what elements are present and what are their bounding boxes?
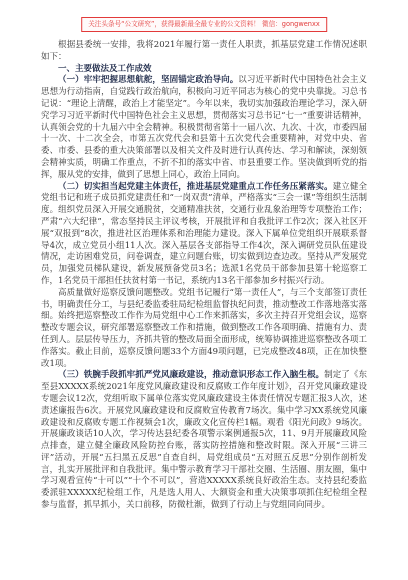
paragraph-2-lead: （二）切实担当起党建主体责任，推进基层党建重点工作任务压紧落实。 [58,181,333,192]
paragraph-3 [41,288,367,371]
paragraph-1-body: 以习近平新时代中国特色社会主义思想为行动指南，自觉践行政治航向，积极向习近平同志为核心的党中央靠拢。习总书记说：“理论上清醒，政治上才能坚定”。今年以来，我切实加强政治理论学习，深入研究学习习近平新时代中国特色社会主义思想，贯彻落实习总书记“七一”重要讲话精神，认真领会党的十九届六中全会精神。积极贯彻省第十一届八次、九次、十次，市委四届十一次、十二次全会，市第五次党代会和县第十五次党代会重要精神，对党中央、省委、市委、县委的重大决策部署以及相关文件及时进行认真传达、学习和解读，深刻领会精神实质，明确工作重点，不折不扣的落实中省、市县重要工作。坚决做到听党的指挥，服从党的安排，做到了思想上同心，政治上同向。 [41,75,367,180]
intro-paragraph: 根据县委统一安排，我将2021年履行第一责任人职责，抓基层党建工作情况述职如下： [41,40,367,62]
paragraph-4-lead: （三）铁腕手段抓牢抓严党风廉政建设，推动意识形态工作入脑生根。 [58,370,325,381]
paragraph-3-body: 高质量做好巡察反馈问题整改。党组书记履行“第一责任人”，与三个支部签订责任书，明确责任分工，与县纪委监委驻局纪检组监督执纪问责，推动整改工作落地落实落细。始终把巡察整改工作作为局党组中心工作来抓落实，多次主持召开党组会议，巡察整改专题会议，研究部署巡察整改工作和措施，做到整改工作各项明确、措施有力、责任到人。层层传导压力，齐抓共管的整改局面全面形成，统筹协调推进巡察整改各项工作落实。截止目前，巡察反馈问题33个方面49项问题，已完成整改48项，正在加快整改1项。 [41,287,367,369]
document-body [41,40,367,512]
paragraph-4-body: 制定了《东至县XXXXX系统2021年度党风廉政建设和反腐败工作年度计划》，召开党风廉政建设专题会议12次，党组听取下属单位落实党风廉政建设主体责任情况专题汇报3人次，述责述廉报告6次。开展党风廉政建设和反腐败宣传教育7场次。集中学习XX系统党风廉政建设和反腐败专题工作视频会1次，廉政文化宣传栏1幅。观看《阳光问政》9场次。开展廉政谈话10人次，学习传达县纪委各项警示案例通报5次，11、9月开展廉政风险点排查，建立健全廉政风险防控台账，落实防控措施和整改时限。深入开展“三讲三评”活动，开展“五扫黑五反思”自查自纠，局党组成员“五对照五反思”分别作剖析发言，扎实开展批评和自我批评。集中警示教育学习干部社交圈、生活圈、朋友圈，集中学习观看宣传“十可以”“十个不可以”，营造XXXXX系统良好政治生态。支持县纪委监委派驻XXXXX纪检组工作，凡是选人用人、大额资金和重大决策事项抓住纪检组全程参与监督，抓早抓小，关口前移，防微杜渐，做到了行动上与党组同向同步。 [41,370,367,511]
paragraph-1 [41,75,367,181]
paragraph-2 [41,182,367,288]
section-heading: 一、主要做法及工作成效 [58,63,152,74]
promo-banner [81,17,327,32]
paragraph-2-body: 建立健全党组书记和班子成员抓党建责任和“一岗双责”清单，严格落实“三会一课”等组织生活制度。组织党员深入开展交通脱贫，交通精准扶贫，交通行业乱象治理等专项整治工作；严肃“六大纪律”，常态坚持民主评议考核，开展批评和自我批评工作2次；深入社区开展“双报到”8次，推进社区治理体系和治理能力建设。深入下属单位党组织开展联系督导4次，成立党员小组11人次。深入基层各支部指导工作4次，深入调研党员队伍建设情况，走访困难党员，问卷调查，建立问题台账，切实做到边查边改。坚持从严发展党员，加强党员梯队建设，新发展预备党员3名；选派1名党员干部参加县第十轮巡察工作，1名党员干部担任扶贫村第一书记，系统内13名干部参加乡村振兴行动。 [41,181,367,286]
paragraph-1-lead: （一）牢牢把握思想航舵，坚固锚定政治导向。 [58,75,239,86]
promo-banner-text: 关注头条号“公文研究”，获得最新最全最专业的公文资料！ 微信：gongwenxx [88,20,320,28]
paragraph-4 [41,370,367,512]
